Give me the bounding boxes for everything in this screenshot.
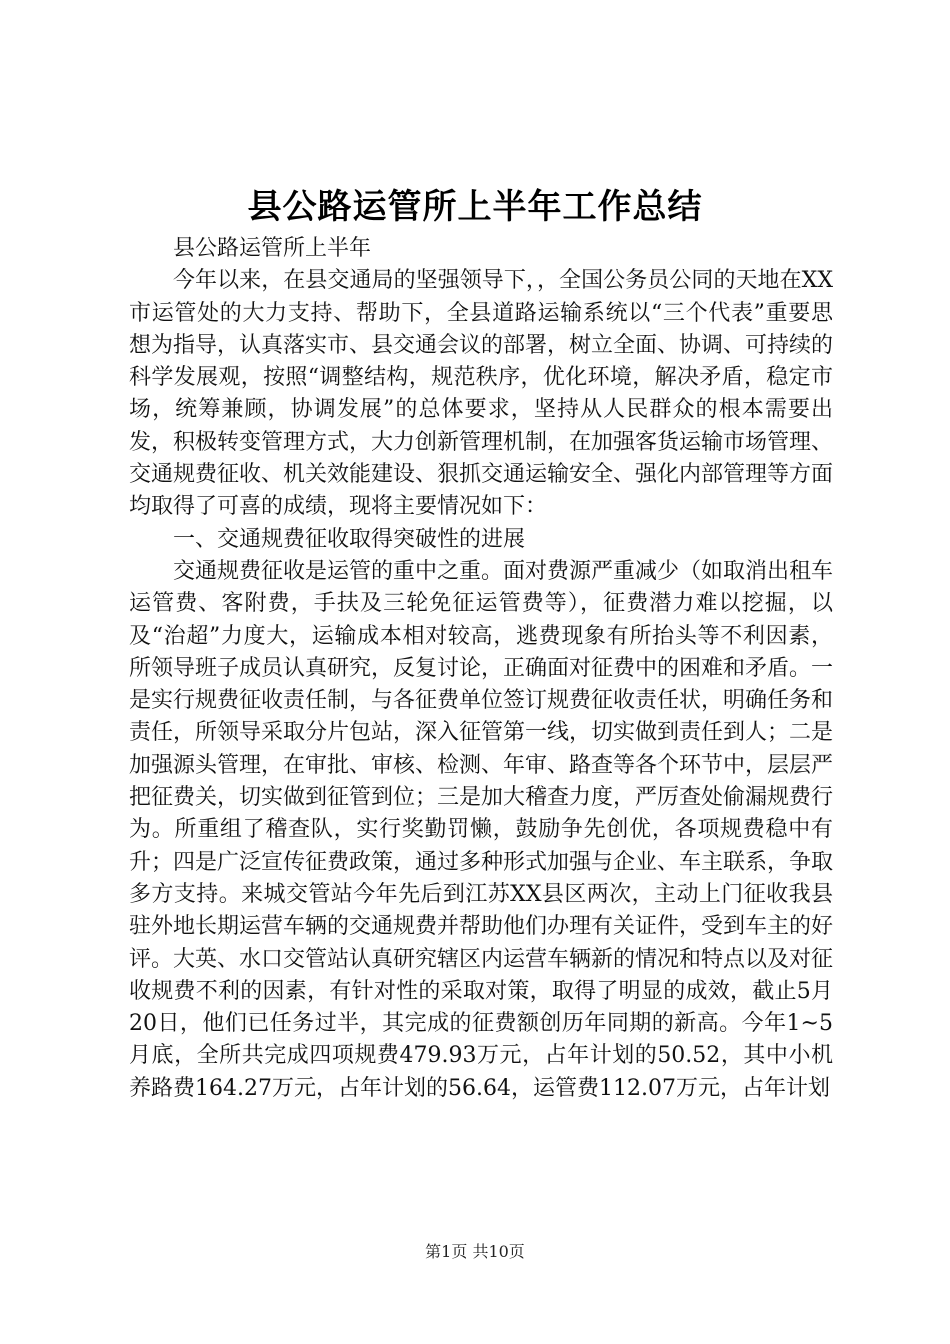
paragraph-subtitle: 县公路运管所上半年	[173, 236, 372, 261]
page-footer: 第1页 共10页	[425, 1242, 525, 1261]
document-body	[129, 233, 833, 1105]
section-heading: 一、交通规费征收取得突破性的进展	[173, 526, 526, 552]
document-title: 县公路运管所上半年工作总结	[247, 187, 703, 227]
paragraph-intro: 今年以来，在县交通局的坚强领导下，，全国公务员公同的天地在XX市运管处的大力支持、帮助下，全县道路运输系统以“三个代表”重要思想为指导，认真落实市、县交通会议的部署，树立全面、协调、可持续的科学发展观，按照“调整结构，规范秩序，优化环境，解决矛盾，稳定市场，统筹兼顾，协调发展”的总体要求，坚持从人民群众的根本需要出发，积极转变管理方式，大力创新管理机制，在加强客货运输市场管理、交通规费征收、机关效能建设、狠抓交通运输安全、强化内部管理等方面均取得了可喜的成绩，现将主要情况如下：	[129, 268, 834, 520]
paragraph-fee-collection: 交通规费征收是运管的重中之重。面对费源严重减少（如取消出租车运管费、客附费，手扶及三轮免征运管费等），征费潜力难以挖掘，以及“治超”力度大，运输成本相对较高，逃费现象有所抬头等不利因素，所领导班子成员认真研究，反复讨论，正确面对征费中的困难和矛盾。一是实行规费征收责任制，与各征费单位签订规费征收责任状，明确任务和责任，所领导采取分片包站，深入征管第一线，切实做到责任到人；二是加强源头管理，在审批、审核、检测、年审、路查等各个环节中，层层严把征费关，切实做到征管到位；三是加大稽查力度，严厉查处偷漏规费行为。所重组了稽查队，实行奖勤罚懒，鼓励争先创优，各项规费稳中有升；四是广泛宣传征费政策，通过多种形式加强与企业、车主联系，争取多方支持。来城交管站今年先后到江苏XX县区两次，主动上门征收我县驻外地长期运营车辆的交通规费并帮助他们办理有关证件，受到车主的好评。大英、水口交管站认真研究辖区内运营车辆新的情况和特点以及对征收规费不利的因素，有针对性的采取对策，取得了明显的成效，截止5月20日，他们已任务过半，其完成的征费额创历年同期的新高。今年1~5月底，全所共完成四项规费479.93万元，占年计划的50.52，其中小机养路费164.27万元，占年计划的56.64，运管费112.07万元，占年计划	[129, 558, 834, 1101]
